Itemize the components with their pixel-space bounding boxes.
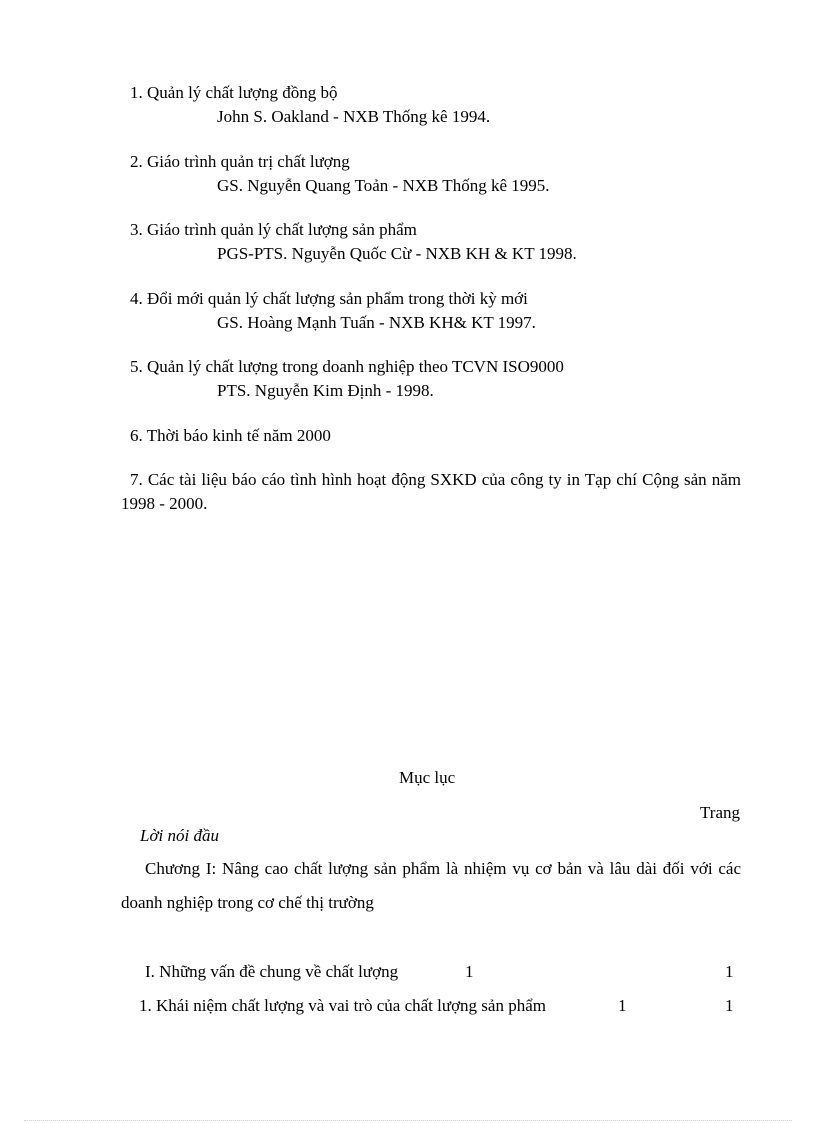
toc-entry-number: 1 bbox=[618, 996, 627, 1015]
reference-4-title: 4. Đổi mới quản lý chất lượng sản phẩm trong thời kỳ mới bbox=[130, 289, 528, 308]
toc-entry bbox=[0, 995, 816, 1017]
reference-2-title: 2. Giáo trình quản trị chất lượng bbox=[130, 152, 350, 171]
reference-1-title: 1. Quản lý chất lượng đồng bộ bbox=[130, 83, 338, 102]
reference-6-title: 6. Thời báo kinh tế năm 2000 bbox=[130, 426, 331, 445]
toc-entry-number: 1 bbox=[465, 962, 474, 981]
toc-chapter-1: Chương I: Nâng cao chất lượng sản phẩm là nhiệm vụ cơ bản và lâu dài đối với các doanh nghiệp trong cơ chế thị trường bbox=[121, 859, 741, 912]
toc-entry-page: 1 bbox=[725, 962, 734, 981]
toc-entry-page: 1 bbox=[725, 996, 734, 1015]
reference-1-author: John S. Oakland - NXB Thống kê 1994. bbox=[217, 107, 491, 126]
reference-3-title: 3. Giáo trình quản lý chất lượng sản phẩm bbox=[130, 220, 417, 239]
reference-5-title: 5. Quản lý chất lượng trong doanh nghiệp theo TCVN ISO9000 bbox=[130, 357, 564, 376]
reference-5-author: PTS. Nguyễn Kim Định - 1998. bbox=[217, 381, 434, 400]
toc-title: Mục lục bbox=[399, 768, 456, 787]
reference-2-author: GS. Nguyễn Quang Toản - NXB Thống kê 1995. bbox=[217, 176, 550, 195]
toc-intro: Lời nói đầu bbox=[140, 826, 219, 845]
page-bottom-divider bbox=[24, 1120, 792, 1121]
reference-7-title: 7. Các tài liệu báo cáo tình hình hoạt động SXKD của công ty in Tạp chí Cộng sản năm 1998 - 2000. bbox=[121, 470, 741, 513]
toc-entry-label: I. Những vấn đề chung về chất lượng bbox=[145, 962, 399, 981]
reference-4-author: GS. Hoàng Mạnh Tuấn - NXB KH& KT 1997. bbox=[217, 313, 536, 332]
toc-entry bbox=[0, 961, 816, 983]
reference-3-author: PGS-PTS. Nguyễn Quốc Cừ - NXB KH & KT 1998. bbox=[217, 244, 577, 263]
toc-page-header: Trang bbox=[700, 803, 740, 822]
toc-entry-label: 1. Khái niệm chất lượng và vai trò của chất lượng sản phẩm bbox=[139, 996, 546, 1015]
